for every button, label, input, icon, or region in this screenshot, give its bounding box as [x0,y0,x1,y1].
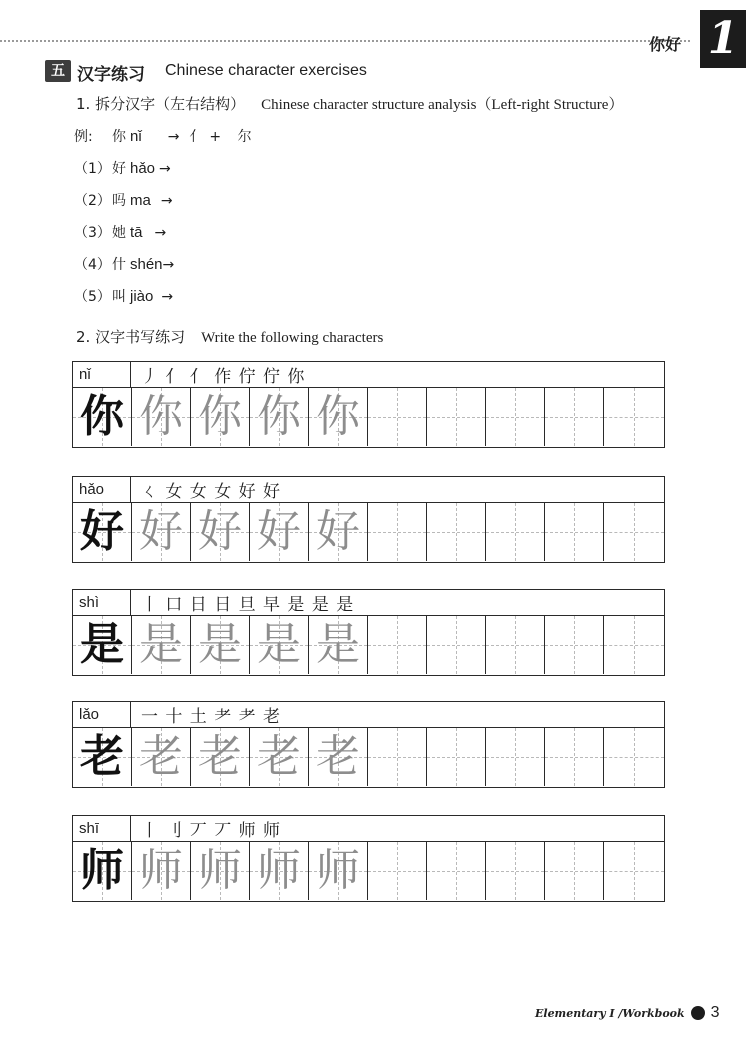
list-item [74,286,173,306]
blank-cell[interactable] [545,616,604,674]
trace-char: 师 [139,845,183,896]
blank-cell[interactable] [368,842,427,900]
trace-cell[interactable] [191,503,250,561]
item-label: （1） [74,161,111,177]
book-title: Elementary I /Workbook [535,1006,685,1020]
trace-cell[interactable] [191,728,250,786]
blank-cell[interactable] [486,503,545,561]
list-item [74,158,171,178]
trace-char: 是 [257,619,301,670]
blank-cell[interactable] [604,616,664,674]
item-pinyin: ma [130,192,151,209]
trace-cell[interactable] [250,388,309,446]
blank-cell[interactable] [545,388,604,446]
trace-cell[interactable] [250,728,309,786]
page-number: 3 [710,1004,720,1021]
stroke-order-row [72,701,665,727]
writing-grid [72,615,665,676]
item-char: 吗 [112,193,126,209]
lesson-label: 你好 [649,35,682,54]
item-char: 她 [112,225,126,241]
section-title-en: Chinese character exercises [165,62,367,79]
blank-cell[interactable] [486,842,545,900]
trace-char: 师 [198,845,242,896]
trace-cell[interactable] [309,616,368,674]
trace-char: 好 [316,506,360,557]
trace-char: 你 [257,391,301,442]
model-char: 是 [80,619,124,670]
item-label: （2） [74,193,111,209]
blank-cell[interactable] [486,388,545,446]
arrow-icon: → [167,129,180,145]
stroke-order-row [72,361,665,387]
part1-title-en: Chinese character structure analysis（Left-right Structure） [261,97,624,113]
example-label: 例: [74,129,93,145]
arrow-icon: → [154,225,167,241]
practice-block-hao [72,476,665,563]
item-char: 什 [112,257,126,273]
part1-title-cn: 1. 拆分汉字（左右结构） [76,95,246,113]
example-row [74,126,258,146]
blank-cell[interactable] [368,616,427,674]
writing-grid [72,727,665,788]
item-pinyin: jiào [130,288,154,305]
writing-grid [72,502,665,563]
practice-pinyin: shì [73,590,131,615]
blank-cell[interactable] [604,503,664,561]
arrow-icon: → [162,257,175,273]
blank-cell[interactable] [427,728,486,786]
stroke-order: ㄑ 女 女 女 好 好 [141,482,282,502]
arrow-icon: → [161,289,174,305]
blank-cell[interactable] [545,728,604,786]
model-char: 师 [80,845,124,896]
trace-char: 老 [257,731,301,782]
trace-cell[interactable] [309,503,368,561]
writing-grid [72,841,665,902]
trace-char: 是 [316,619,360,670]
blank-cell[interactable] [604,842,664,900]
model-cell [73,503,132,561]
arrow-icon: → [160,193,173,209]
blank-cell[interactable] [368,728,427,786]
example-parts: 亻+ 尔 [189,129,258,145]
trace-char: 是 [198,619,242,670]
part2-title [76,326,383,347]
trace-cell[interactable] [132,616,191,674]
blank-cell[interactable] [368,503,427,561]
trace-char: 是 [139,619,183,670]
stroke-order-row [72,815,665,841]
stroke-order: 丿 亻 亻 作 佇 佇 你 [141,367,306,387]
item-char: 好 [112,161,126,177]
trace-char: 好 [139,506,183,557]
stroke-order-row [72,589,665,615]
practice-pinyin: nǐ [73,362,131,387]
stroke-order-row [72,476,665,502]
trace-char: 你 [139,391,183,442]
stroke-order: 丨 口 日 日 旦 早 是 是 是 [141,595,355,615]
practice-pinyin: shī [73,816,131,841]
trace-char: 好 [198,506,242,557]
blank-cell[interactable] [427,503,486,561]
part2-title-cn: 2. 汉字书写练习 [76,328,186,346]
part2-title-en: Write the following characters [201,330,384,346]
example-pinyin: nǐ [130,128,142,145]
header-dotted-rule [0,40,690,42]
trace-char: 老 [316,731,360,782]
page-footer [535,1004,720,1022]
trace-char: 你 [198,391,242,442]
blank-cell[interactable] [486,728,545,786]
bullet-icon [691,1006,705,1020]
item-label: （4） [74,257,111,273]
blank-cell[interactable] [604,728,664,786]
trace-cell[interactable] [191,842,250,900]
trace-char: 好 [257,506,301,557]
practice-block-shi [72,589,665,676]
model-cell [73,616,132,674]
trace-cell[interactable] [191,388,250,446]
blank-cell[interactable] [427,388,486,446]
blank-cell[interactable] [427,616,486,674]
trace-cell[interactable] [191,616,250,674]
model-cell [73,388,132,446]
trace-cell[interactable] [250,503,309,561]
model-char: 老 [80,731,124,782]
practice-block-shi-teacher [72,815,665,902]
trace-char: 老 [139,731,183,782]
example-char: 你 [112,129,126,145]
list-item [74,254,174,274]
stroke-order: 丨 刂 丆 丆 师 师 [141,821,282,841]
trace-cell[interactable] [132,842,191,900]
section-title-cn: 汉字练习 [77,65,145,85]
model-char: 你 [80,391,124,442]
list-item [74,190,173,210]
blank-cell[interactable] [545,842,604,900]
trace-char: 师 [316,845,360,896]
blank-cell[interactable] [604,388,664,446]
trace-cell[interactable] [250,842,309,900]
practice-pinyin: lǎo [73,702,131,727]
blank-cell[interactable] [486,616,545,674]
stroke-order: 一 十 土 耂 耂 老 [141,707,282,727]
trace-cell[interactable] [132,388,191,446]
blank-cell[interactable] [368,388,427,446]
item-pinyin: shén [130,256,163,273]
item-pinyin: tā [130,224,143,241]
part1-title [76,93,623,114]
item-label: （5） [74,289,111,305]
section-badge: 五 [45,60,71,82]
arrow-icon: → [159,161,171,177]
trace-cell[interactable] [309,842,368,900]
trace-char: 你 [316,391,360,442]
item-label: （3） [74,225,111,241]
practice-block-ni [72,361,665,448]
blank-cell[interactable] [427,842,486,900]
blank-cell[interactable] [545,503,604,561]
trace-char: 老 [198,731,242,782]
model-cell [73,728,132,786]
trace-char: 师 [257,845,301,896]
item-pinyin: hǎo [130,160,156,177]
practice-pinyin: hǎo [73,477,131,502]
practice-block-lao [72,701,665,788]
item-char: 叫 [112,289,126,305]
writing-grid [72,387,665,448]
trace-cell[interactable] [309,388,368,446]
trace-cell[interactable] [309,728,368,786]
model-cell [73,842,132,900]
model-char: 好 [80,506,124,557]
trace-cell[interactable] [250,616,309,674]
trace-cell[interactable] [132,728,191,786]
list-item [74,222,166,242]
trace-cell[interactable] [132,503,191,561]
lesson-number: 1 [700,10,746,68]
